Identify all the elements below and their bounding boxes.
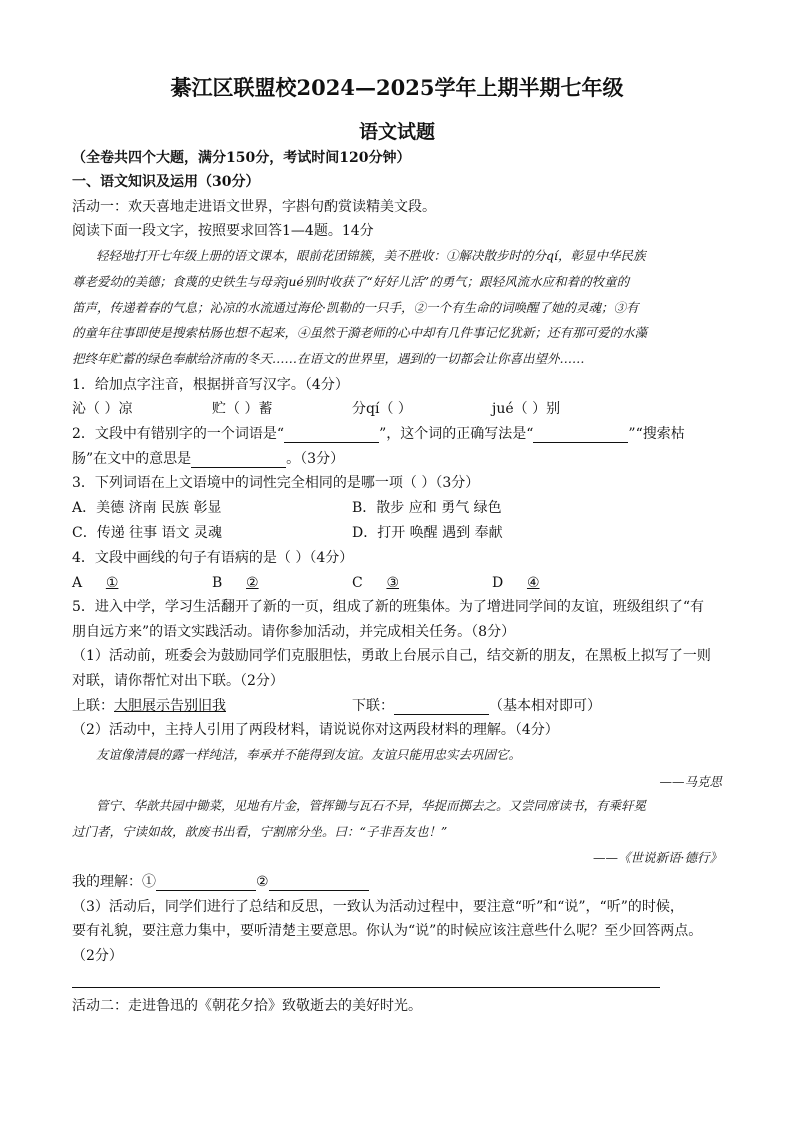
section-heading-1: 一、语文知识及运用（30分） — [72, 174, 260, 190]
question-3: 3．下列词语在上文语境中的词性完全相同的是哪一项（ ）（3分） — [72, 475, 480, 491]
question-5-3: （3）活动后，同学们进行了总结和反思，一致认为活动过程中，要注意“听”和“说”，“听”的时候， — [72, 899, 684, 915]
passage-line: 尊老爱幼的美德；食蔑的史铁生与母亲jué别时收获了“好好儿活”的勇气；跟轻风流水应和着的牧童的 — [72, 274, 630, 289]
quote-1-source: ——马克思 — [659, 774, 722, 789]
q3-option-a[interactable]: A．美德 济南 民族 彰显 — [72, 500, 222, 516]
question-5-1-cont: 对联，请你帮忙对出下联。（2分） — [72, 673, 284, 689]
quote-1: 友谊像清晨的露一样纯洁，奉承并不能得到友谊。友谊只能用忠实去巩固它。 — [96, 747, 522, 762]
q4-option-d[interactable]: D ④ — [492, 575, 540, 591]
understanding-row: 我的理解：① ② — [72, 873, 732, 891]
question-2: 2．文段中有错别字的一个词语是“ ”，这个词的正确写法是“ ”“搜索枯 — [72, 426, 685, 442]
q3-option-b[interactable]: B．散步 应和 勇气 绿色 — [352, 500, 502, 516]
q4-option-c[interactable]: C ③ — [352, 575, 399, 591]
question-5-3-cont: 要有礼貌，要注意力集中，要听清楚主要意思。你认为“说”的时候应该注意些什么呢？至少回答两点。 — [72, 923, 703, 939]
passage-line: 把终年贮蓄的绿色奉献给济南的冬天……在语文的世界里，遇到的一切都会让你喜出望外…… — [72, 351, 585, 366]
activity-1-heading: 活动一：欢天喜地走进语文世界，字斟句酌赏读精美文段。 — [72, 199, 436, 215]
passage-line: 轻轻地打开七年级上册的语文课本，眼前花团锦簇，美不胜收：①解决散步时的分qí，彰显中华民族 — [96, 248, 646, 263]
upper-couplet: 上联：大胆展示告别旧我 — [72, 698, 226, 714]
question-5: 5．进入中学，学习生活翻开了新的一页，组成了新的班集体。为了增进同学间的友谊，班级组织了“有 — [72, 599, 705, 615]
question-5-2: （2）活动中，主持人引用了两段材料，请说说你对这两段材料的理解。（4分） — [72, 722, 559, 738]
exam-title: 綦江区联盟校2024—2025学年上期半期七年级 — [170, 75, 624, 100]
quote-2-source: ——《世说新语·德行》 — [593, 850, 722, 865]
q1-item: 分qí（ ） — [352, 401, 412, 417]
reading-instruction: 阅读下面一段文字，按照要求回答1—4题。14分 — [72, 223, 374, 239]
answer-blank[interactable] — [269, 876, 369, 891]
activity-2-heading: 活动二：走进鲁迅的《朝花夕拾》致敬逝去的美好时光。 — [72, 998, 422, 1014]
q1-item: jué（ ）别 — [492, 401, 561, 417]
question-2-cont: 肠”在文中的意思是 。（3分） — [72, 451, 345, 467]
answer-blank[interactable] — [191, 453, 286, 468]
q1-item: 贮（ ）蓄 — [212, 401, 273, 417]
question-5-1: （1）活动前，班委会为鼓励同学们克服胆怯，勇敢上台展示自己，结交新的朋友，在黑板上拟写了一则 — [72, 648, 711, 664]
lower-couplet-blank[interactable] — [394, 700, 489, 715]
q1-item: 沁（ ）凉 — [72, 401, 133, 417]
answer-blank[interactable] — [533, 428, 628, 443]
passage-line: 的童年往事即使是搜索枯肠也想不起来，④虽然于漪老师的心中却有几件事记忆犹新；还有那可爱的水藻 — [72, 325, 648, 340]
q4-option-b[interactable]: B ② — [212, 575, 259, 591]
quote-2-cont: 过门者，宁读如故，歆废书出看，宁割席分坐。曰：“子非吾友也！” — [72, 824, 448, 839]
question-5-cont: 朋自远方来”的语文实践活动。请你参加活动，并完成相关任务。（8分） — [72, 624, 516, 640]
q4-option-a[interactable]: A ① — [72, 575, 119, 591]
question-4: 4．文段中画线的句子有语病的是（ ）（4分） — [72, 550, 354, 566]
lower-couplet: 下联： （基本相对即可） — [352, 698, 601, 714]
quote-2: 管宁、华歆共园中锄菜，见地有片金，管挥锄与瓦石不异，华捉而掷去之。又尝同席读书，有乘轩冕 — [96, 798, 647, 813]
passage-line: 笛声，传递着春的气息；沁凉的水流通过海伦·凯勒的一只手，②一个有生命的词唤醒了她的灵魂；③有 — [72, 300, 639, 315]
exam-note: （全卷共四个大题，满分150分，考试时间120分钟） — [72, 150, 411, 166]
answer-blank[interactable] — [284, 428, 379, 443]
answer-line[interactable] — [72, 987, 660, 988]
exam-subtitle: 语文试题 — [358, 121, 435, 143]
answer-blank[interactable] — [156, 876, 256, 891]
q3-option-c[interactable]: C．传递 往事 语文 灵魂 — [72, 525, 223, 541]
q3-option-d[interactable]: D．打开 唤醒 遇到 奉献 — [352, 525, 503, 541]
question-5-3-score: （2分） — [72, 948, 123, 964]
question-1: 1．给加点字注音，根据拼音写汉字。（4分） — [72, 377, 349, 393]
